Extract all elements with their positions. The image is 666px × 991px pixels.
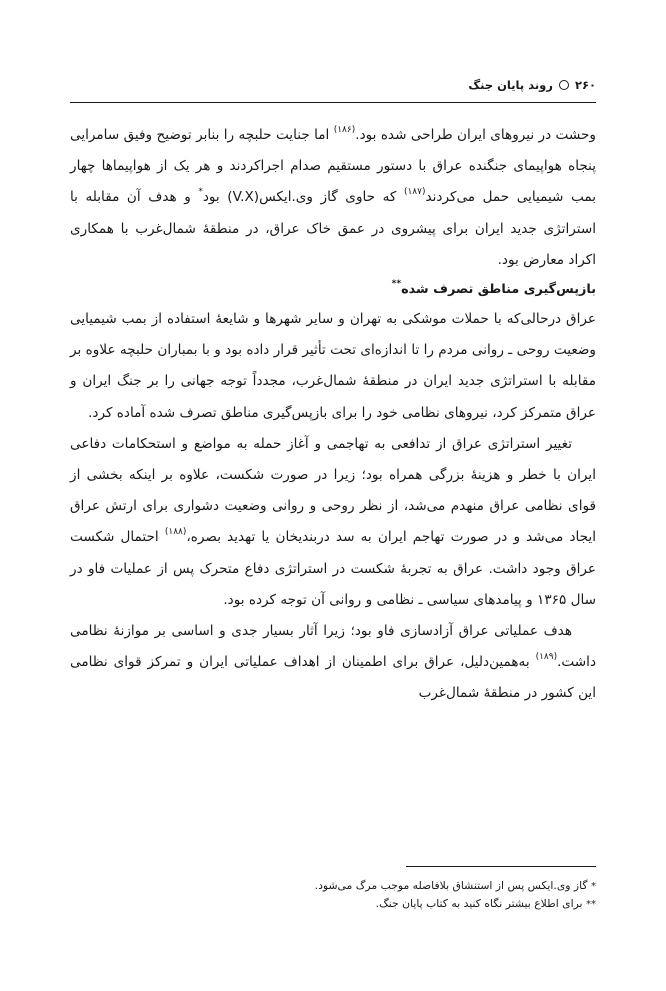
footnote-text: برای اطلاع بیشتر نگاه کنید به کتاب پایان جنگ.	[375, 897, 586, 910]
endnote-ref-187: (۱۸۷)	[403, 187, 426, 198]
main-text	[70, 120, 596, 710]
paragraph-1	[70, 120, 596, 276]
footnote-ref-star: *	[198, 187, 203, 198]
text-run: احتمال شکست عراق وجود داشت. عراق به تجربهٔ شکست در استراتژی دفاع متحرک پس از عملیات فاو در سال ۱۳۶۵ و پیامدهای سیاسی ـ نظامی و روانی آن توجه کرده بود.	[70, 529, 596, 608]
header-circle-icon	[559, 80, 569, 90]
footnote-ref-double-star: **	[391, 279, 402, 290]
footnote-text: گاز وی.ایکس پس از استنشاق بلافاصله موجب مرگ می‌شود.	[314, 879, 591, 892]
text-run: تغییر استراتژی عراق از تدافعی به تهاجمی و آغاز حمله به مواضع و استحکامات دفاعی ایران با خطر و هزینهٔ بزرگی همراه بود؛ زیرا در صورت شکست، علاوه بر اینکه بخشی از قوای نظامی عراق منهدم می‌شد، از نظر روحی و روانی وضعیت دشواری برای ارتش عراق ایجاد می‌شد و در صورت تهاجم ایران به سد دربندیخان یا تهدید بصره،	[70, 435, 596, 546]
footnotes	[70, 877, 596, 913]
running-title: روند پایان جنگ	[468, 78, 553, 92]
text-run: وحشت در نیروهای ایران طراحی شده بود.	[355, 127, 596, 143]
paragraph-3	[70, 429, 596, 616]
footnote-mark: **	[586, 899, 596, 910]
text-run: اما جنایت حلبچه را بنابر توضیح وفیق سامرایی پنجاه هواپیمای جنگنده عراق با دستور مستقیم صدام اجراکردند و هر یک از هواپیماها چهار بمب شیمیایی حمل می‌کردند	[70, 127, 597, 206]
footnote-1	[70, 877, 596, 895]
header-divider	[70, 102, 596, 103]
paragraph-4	[70, 616, 596, 710]
footnote-divider	[406, 866, 596, 867]
section-heading-text: بازپس‌گیری مناطق تصرف شده	[401, 282, 596, 298]
text-run: که حاوی گاز وی.ایکس(V.X) بود	[202, 189, 404, 206]
endnote-ref-188: (۱۸۸)	[164, 527, 187, 538]
text-run: به‌همین‌دلیل، عراق برای اطمینان از اهداف عملیاتی ایران و تمرکز قوای نظامی این کشور در منطقهٔ شمال‌غرب	[70, 654, 596, 702]
text-run: هدف عملیاتی عراق آزادسازی فاو بود؛ زیرا آثار بسیار جدی و اساسی بر موازنهٔ نظامی داشت.	[70, 623, 596, 671]
page-number: ۲۶۰	[574, 78, 596, 92]
endnote-ref-186: (۱۸۶)	[333, 125, 356, 135]
text-run: و هدف آن مقابله با استراتژی جدید ایران برای پیشروی در عمق خاک عراق، در منطقهٔ شمال‌غرب با همکاری اکراد معارض بود.	[70, 189, 596, 268]
running-header	[70, 78, 596, 92]
footnote-mark: *	[591, 881, 596, 892]
endnote-ref-189: (۱۸۹)	[535, 652, 558, 663]
paragraph-2: عراق درحالی‌که با حملات موشکی به تهران و سایر شهرها و شایعهٔ استفاده از بمب شیمیایی وضعیت روحی ـ روانی مردم را تا اندازه‌ای تحت تأثیر قرار داده بود و با بمباران حلبچه علاوه بر مقابله با استراتژی جدید ایران در منطقهٔ شمال‌غرب، مجدداً توجه جهانی را بر جنگ ایران و عراق متمرکز کرد، نیروهای نظامی خود را برای بازپس‌گیری مناطق تصرف شده آماده کرد.	[70, 311, 596, 421]
section-heading	[70, 276, 596, 304]
footnote-2	[70, 895, 596, 913]
